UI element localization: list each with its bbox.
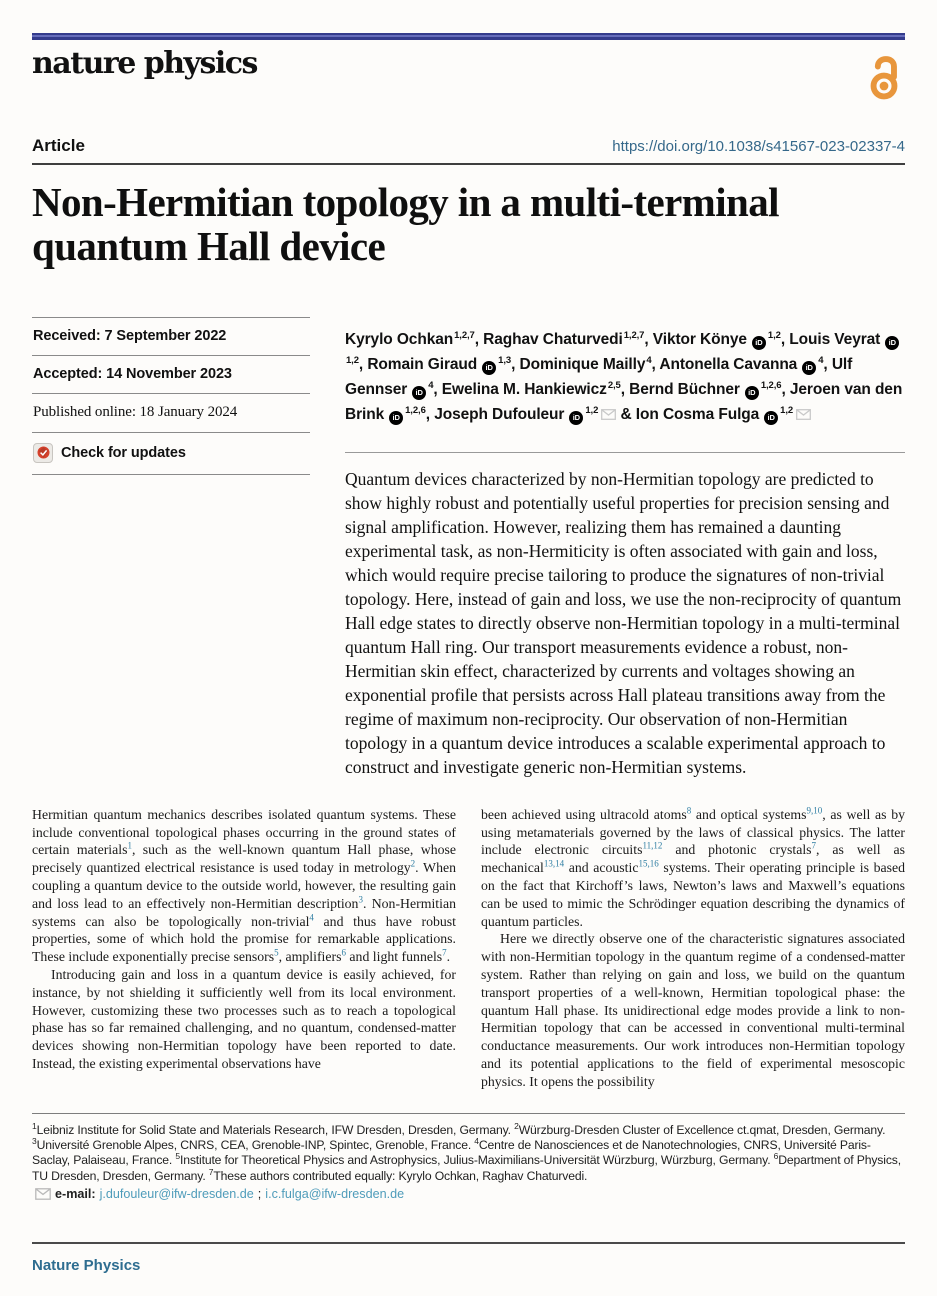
affiliations: $^1$Leibniz Institute for Solid State and Materials Research, IFW Dresden, Dresden, Germany. $^2$Würzburg-Dresden Cluster of Excellence ct.qmat, Dresden, Germany. $^3$Université Grenoble Alpes, CNRS, CEA, Grenoble-INP, Spintec, Grenoble, France. $^4$Centre de Nanosciences et de Nanotechnologies, CNRS, Université Paris-Saclay, Palaiseau, France. $^5$Institute for Theoretical Physics and Astrophysics, Julius-Maximilians-Universität Würzburg, Würzburg, Germany. $^6$Department of Physics, TU Dresden, Dresden, Germany. $^7$These authors contributed equally: Kyrylo Ochkan, Raghav Chaturvedi. xyxy=(32,1120,901,1183)
citation-superscript: 6 xyxy=(773,1151,779,1162)
author-list: Kyrylo Ochkan$^{1,2,7}$, Raghav Chaturvedi$^{1,2,7}$, Viktor Könye iD$^{1,2}$, Louis Veyrat iD$^{1,2}$, Romain Giraud iD$^{1,3}$, Dominique Mailly$^4$, Antonella Cavanna $iD^4$, Ulf Gennser $iD^4$, Ewelina M. Hankiewicz$^{2,5}$, Bernd Büchner iD$^{1,2,6}$, Jeroen van den Brink iD$^{1,2,6}$, Joseph Dufouleur iD$^{1,2}$ & Ion Cosma Fulga iD$^{1,2}$ xyxy=(345,327,905,427)
author-name: Romain Giraud xyxy=(367,355,478,373)
affiliation-superscript: 1,2,7 xyxy=(623,329,645,341)
affiliation-superscript: 1,2 xyxy=(346,354,359,366)
citation-superscript: 4 xyxy=(309,911,314,922)
info-author-grid xyxy=(32,317,905,780)
body-column-right xyxy=(481,806,905,1091)
citation-superscript: 7 xyxy=(811,840,817,851)
journal-logo: nature physics xyxy=(32,46,257,81)
author-abstract-column xyxy=(345,317,905,780)
affiliation-superscript: 4 xyxy=(818,354,824,366)
footer-journal-name: Nature Physics xyxy=(32,1257,141,1274)
body-paragraph: been achieved using ultracold atoms$^8$ and optical systems$^{9,10}$, as well as by using metamaterials governed by the laws of classical physics. The latter include electronic circuits$^{11,12}$ and photonic crystals$^7$, as well as mechanical$^{13,14}$ and acoustic$^{15,16}$ systems. Their operating principle is based on the fact that Kirchoff’s laws, Newton’s laws and Maxwell’s equations can be used to mimic the Schrödinger equation describing the dynamics of quantum particles. xyxy=(481,805,905,929)
author-name: Ion Cosma Fulga xyxy=(635,406,760,424)
email-link-fulga[interactable]: i.c.fulga@ifw-dresden.de xyxy=(265,1187,405,1202)
author-name: Louis Veyrat xyxy=(789,330,881,348)
body-text xyxy=(32,806,905,1091)
citation-superscript: 2 xyxy=(514,1120,519,1131)
author-name: Jeroen van den Brink xyxy=(345,380,903,424)
citation-superscript: 7 xyxy=(442,947,447,958)
body-paragraph: Introducing gain and loss in a quantum device is easily achieved, for instance, by not shielding it sufficiently well from its local environment. However, customizing these two processes such as to reach a topological phase has so far remained challenging, and no quantum, condensed-matter devices showing non-Hermitian topology have been reported to date. Instead, the existing experimental observations have xyxy=(32,966,456,1071)
check-for-updates-button[interactable] xyxy=(32,432,310,475)
author-name: Ewelina M. Hankiewicz xyxy=(441,380,607,398)
orcid-icon[interactable]: iD xyxy=(764,411,778,425)
received-date: Received: 7 September 2022 xyxy=(32,317,310,355)
open-access-icon xyxy=(865,51,903,106)
citation-superscript: 13,14 xyxy=(543,858,565,869)
article-header-row xyxy=(32,136,905,165)
citation-superscript: 5 xyxy=(175,1151,180,1162)
accepted-date: Accepted: 14 November 2023 xyxy=(32,355,310,393)
orcid-icon[interactable]: iD xyxy=(752,336,766,350)
citation-superscript: 8 xyxy=(686,805,692,816)
author-name: Viktor Könye xyxy=(652,330,747,348)
affiliation-superscript: 2,5 xyxy=(607,379,621,391)
published-date: Published online: 18 January 2024 xyxy=(32,393,310,432)
email-link-dufouleur[interactable]: j.dufouleur@ifw-dresden.de xyxy=(99,1187,254,1202)
orcid-icon[interactable]: iD xyxy=(412,386,426,400)
citation-superscript: 11,12 xyxy=(642,840,663,851)
author-name: Dominique Mailly xyxy=(519,355,646,373)
affiliation-superscript: 1,2 xyxy=(585,404,599,416)
check-for-updates-label: Check for updates xyxy=(61,444,186,461)
author-name: Raghav Chaturvedi xyxy=(483,330,623,348)
orcid-icon[interactable]: iD xyxy=(482,361,496,375)
body-paragraph: Here we directly observe one of the characteristic signatures associated with non-Hermitian topology in the quantum regime of a condensed-matter system. Rather than relying on gain and loss, we build on the quantum transport properties of a well-known, Hermitian topological phase: the quantum Hall phase. Its unidirectional edge modes provide a link to non-Hermitian topology that can be accessed in conventional multi-terminal conductance measurements. Our work introduces non-Hermitian topology and its potential applications to the field of experimental mesoscopic physics. It opens the possibility xyxy=(481,931,905,1089)
email-icon[interactable] xyxy=(796,409,811,420)
citation-superscript: 4 xyxy=(474,1135,479,1146)
affiliation-superscript: 4 xyxy=(646,354,652,366)
citation-superscript: 15,16 xyxy=(638,858,659,869)
email-label: e-mail: xyxy=(55,1187,96,1202)
citation-superscript: 3 xyxy=(32,1135,37,1146)
citation-superscript: 3 xyxy=(358,894,363,905)
abstract: Quantum devices characterized by non-Hermitian topology are predicted to show highly robust and potentially useful properties for precision sensing and signal amplification. However, realizing them has remained a daunting experimental task, as non-Hermiticity is often associated with gain and loss, which would require precise tailoring to produce the signatures of non-trivial topology. Here, instead of gain and loss, we use the non-reciprocity of quantum Hall edge states to directly observe non-Hermitian topology in a multi-terminal quantum Hall ring. Our transport measurements evidence a robust, non-Hermitian skin effect, characterized by currents and voltages showing an exponential profile that persists across Hall plateau transitions away from the regime of maximum non-reciprocity. Our observation of non-Hermitian topology in a quantum device introduces a scalable experimental approach to construct and investigate generic non-Hermitian systems. xyxy=(345,452,905,780)
page-footer xyxy=(32,1242,905,1274)
email-icon[interactable] xyxy=(601,409,616,420)
affiliation-superscript: 1,2,6 xyxy=(760,379,782,391)
article-title: Non-Hermitian topology in a multi-terminal quantum Hall device xyxy=(32,179,779,269)
doi-link[interactable]: https://doi.org/10.1038/s41567-023-02337-4 xyxy=(612,138,905,155)
article-type-label: Article xyxy=(32,136,85,155)
email-separator: ; xyxy=(257,1187,262,1202)
article-info-panel xyxy=(32,317,310,780)
citation-superscript: 2 xyxy=(410,858,416,869)
citation-superscript: 9,10 xyxy=(806,805,823,816)
affiliation-superscript: 1,2 xyxy=(780,404,794,416)
author-name: Kyrylo Ochkan xyxy=(345,330,454,348)
orcid-icon[interactable]: iD xyxy=(569,411,583,425)
email-icon xyxy=(35,1188,51,1200)
citation-superscript: 6 xyxy=(341,947,346,958)
email-line xyxy=(32,1187,905,1201)
crossmark-icon xyxy=(33,443,53,463)
orcid-icon[interactable]: iD xyxy=(802,361,816,375)
affiliation-superscript: 4 xyxy=(428,379,434,391)
orcid-icon[interactable]: iD xyxy=(745,386,759,400)
affiliation-superscript: 1,2,6 xyxy=(405,404,426,416)
footnotes xyxy=(32,1113,905,1202)
affiliation-superscript: 1,2 xyxy=(767,329,781,341)
orcid-icon[interactable]: iD xyxy=(885,336,899,350)
body-paragraph: Hermitian quantum mechanics describes isolated quantum systems. These include conventional topological phases occurring in the ground states of certain materials$^1$, such as the well-known quantum Hall phase, whose precisely quantized electrical resistance is used today in metrology$^2$. When coupling a quantum device to the outside world, however, the resulting gain and loss lead to an effectively non-Hermitian description$^3$. Non-Hermitian systems can also be topologically non-trivial$^4$ and thus have robust properties, some of which hold the promise for remarkable applications. These include exponentially precise sensors$^5$, amplifiers$^6$ and light funnels$^7$. xyxy=(32,806,456,965)
affiliation-superscript: 1,3 xyxy=(498,354,512,366)
citation-superscript: 1 xyxy=(32,1120,37,1131)
citation-superscript: 7 xyxy=(208,1166,214,1177)
author-name: Ulf Gennser xyxy=(345,355,853,398)
author-name: Antonella Cavanna xyxy=(659,355,798,373)
citation-superscript: 1 xyxy=(127,840,132,851)
body-column-left xyxy=(32,806,456,1091)
masthead xyxy=(32,47,905,106)
affiliation-superscript: 1,2,7 xyxy=(454,329,475,341)
author-name: Bernd Büchner xyxy=(629,380,740,398)
author-name: Joseph Dufouleur xyxy=(434,406,565,424)
orcid-icon[interactable]: iD xyxy=(389,411,403,425)
citation-superscript: 5 xyxy=(274,947,279,958)
masthead-bar xyxy=(32,33,905,40)
